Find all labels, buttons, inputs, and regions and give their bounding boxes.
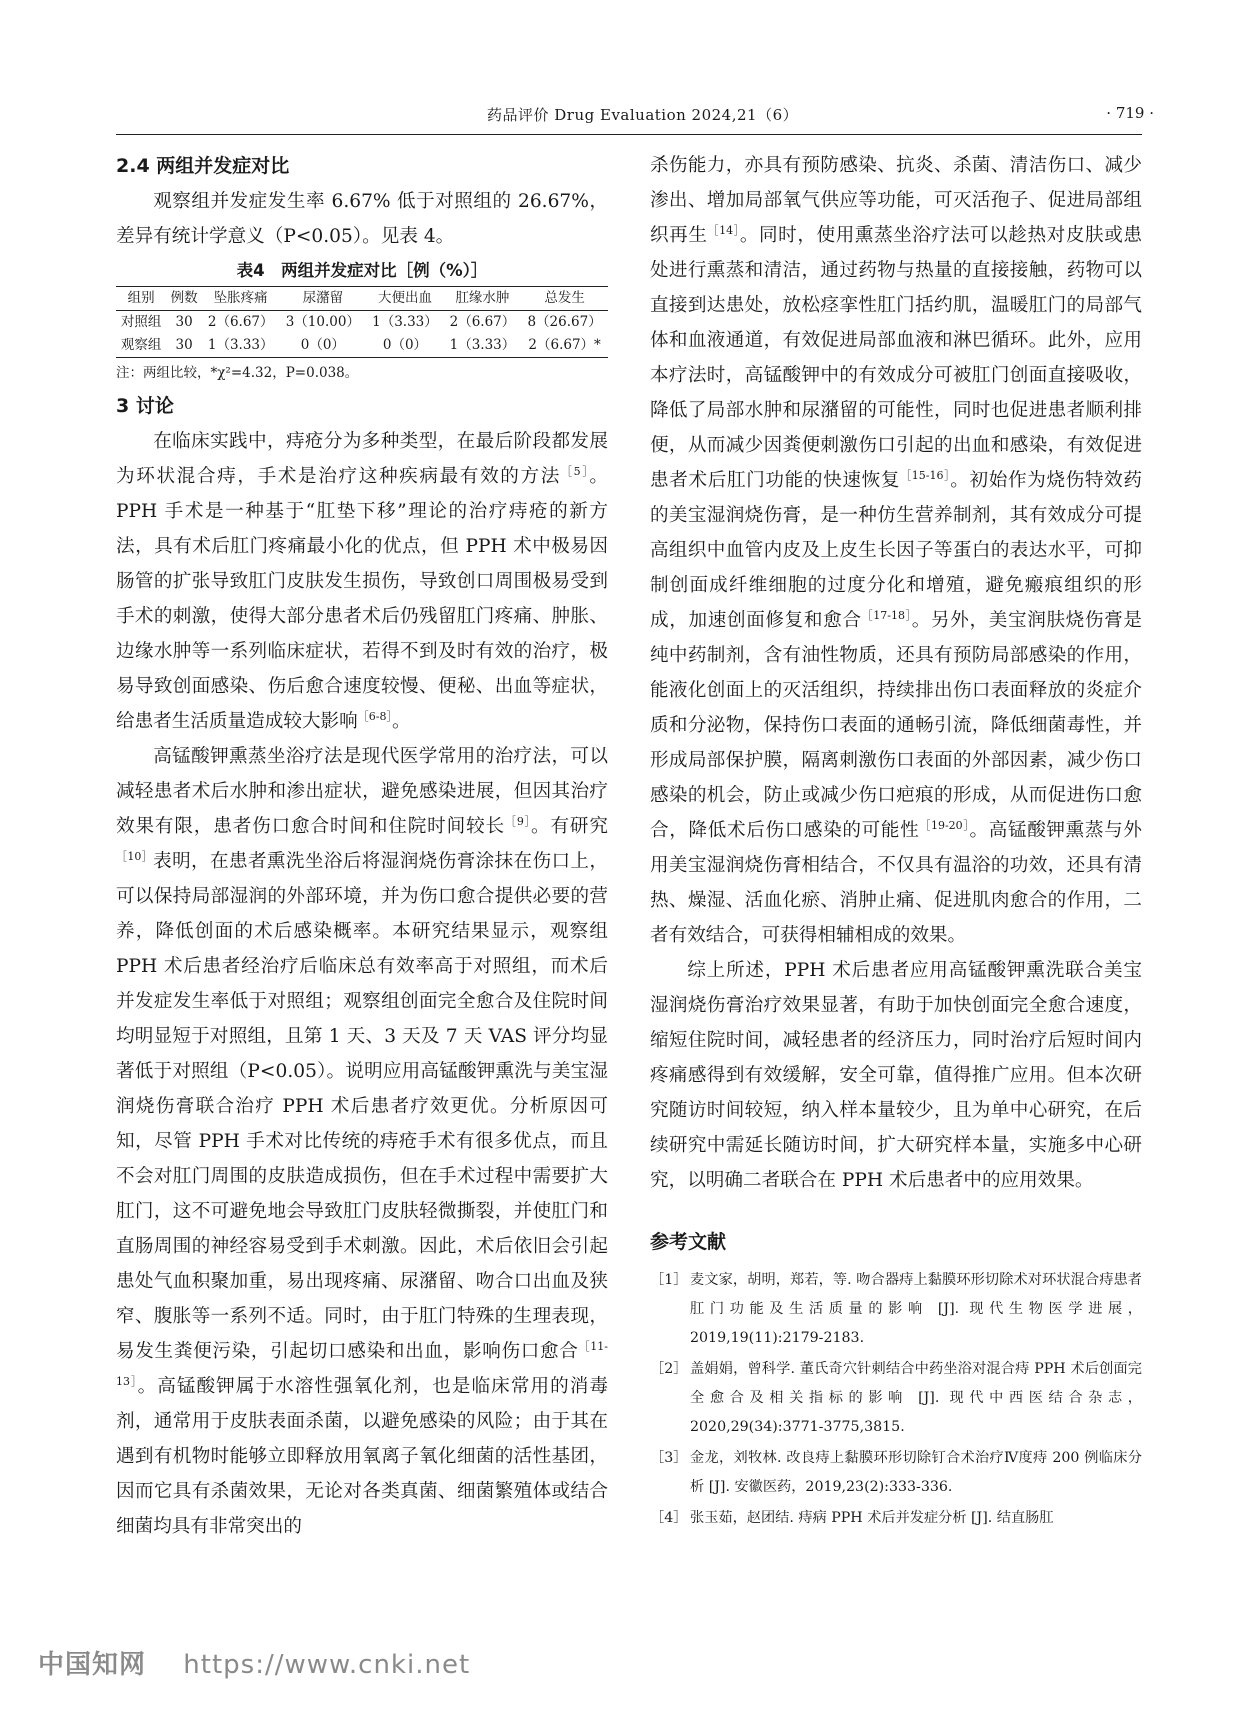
table-header-cell: 肛缘水肿	[455, 290, 510, 306]
right-column	[650, 148, 1142, 1535]
header-rule	[116, 134, 1142, 135]
table-cell: 0（0）	[382, 337, 428, 353]
table-cell: 2（6.67）*	[528, 337, 601, 353]
reference-item	[650, 1504, 1142, 1533]
section-2-4-heading: 2.4 两组并发症对比	[116, 155, 290, 177]
table-row	[116, 334, 608, 358]
reference-text: 盖娟娟，曾科学. 董氏奇穴针刺结合中药坐浴对混合痔 PPH 术后创面完全愈合及相关指标的影响 [J]. 现代中西医结合杂志，2020,29(34):3771-3775,3815.	[690, 1361, 1142, 1435]
citation: ［9］	[504, 815, 532, 828]
cnki-watermark	[38, 1644, 470, 1681]
citation: ［10］	[116, 850, 154, 863]
table-cell: 3（10.00）	[285, 314, 360, 330]
table-cell: 0（0）	[300, 337, 345, 353]
table-cell: 1（3.33）	[449, 337, 516, 353]
table-header-cell: 尿潴留	[302, 290, 344, 306]
table-row	[116, 311, 608, 335]
citation: ［17-18］	[861, 609, 912, 622]
discussion-paragraph-2: 高锰酸钾熏蒸坐浴疗法是现代医学常用的治疗法，可以减轻患者术后水肿和渗出症状，避免感染进展，但因其治疗效果有限，患者伤口愈合时间和住院时间较长$^{[9]}$。有研究$^{[10]}$表明，在患者熏洗坐浴后将湿润烧伤膏涂抹在伤口上，可以保持局部湿润的外部环境，并为伤口愈合提供必要的营养，降低创面的术后感染概率。本研究结果显示，观察组 PPH 术后患者经治疗后临床总有效率高于对照组，而术后并发症发生率低于对照组；观察组创面完全愈合及住院时间均明显短于对照组，且第 1 天、3 天及 7 天 VAS 评分均显著低于对照组（P<0.05）。说明应用高锰酸钾熏洗与美宝湿润烧伤膏联合治疗 PPH 术后患者疗效更优。分析原因可知，尽管 PPH 手术对比传统的痔疮手术有很多优点，而且不会对肛门周围的皮肤造成损伤，但在手术过程中需要扩大肛门，这不可避免地会导致肛门皮肤轻微撕裂，并使肛门和直肠周围的神经容易受到手术刺激。因此，术后依旧会引起患处气血积聚加重，易出现疼痛、尿潴留、吻合口出血及狭窄、腹胀等一系列不适。同时，由于肛门特殊的生理表现，易发生粪便污染，引起切口感染和出血，影响伤口愈合$^{[11-13]}$。高锰酸钾属于水溶性强氧化剂，也是临床常用的消毒剂，通常用于皮肤表面杀菌，以避免感染的风险；由于其在遇到有机物时能够立即释放用氧离子氧化细菌的活性基团，因而它具有杀菌效果，无论对各类真菌、细菌繁殖体或结合细菌均具有非常突出的	[116, 746, 608, 1537]
table-cell: 30	[175, 314, 193, 330]
section-2-4-paragraph: 观察组并发症发生率 6.67% 低于对照组的 26.67%，差异有统计学意义（P<0.05）。见表 4。	[116, 191, 608, 247]
citation: ［11-13］	[116, 1340, 608, 1388]
discussion-paragraph-2-continued: 杀伤能力，亦具有预防感染、抗炎、杀菌、清洁伤口、减少渗出、增加局部氧气供应等功能，可灭活孢子、促进局部组织再生$^{[14]}$。同时，使用熏蒸坐浴疗法可以趁热对皮肤或患处进行熏蒸和清洁，通过药物与热量的直接接触，药物可以直接到达患处，放松痉挛性肛门括约肌，温暖肛门的局部气体和血液通道，有效促进局部血液和淋巴循环。此外，应用本疗法时，高锰酸钾中的有效成分可被肛门创面直接吸收，降低了局部水肿和尿潴留的可能性，同时也促进患者顺利排便，从而减少因粪便刺激伤口引起的出血和感染，有效促进患者术后肛门功能的快速恢复$^{[15-16]}$。初始作为烧伤特效药的美宝湿润烧伤膏，是一种仿生营养制剂，其有效成分可提高组织中血管内皮及上皮生长因子等蛋白的表达水平，可抑制创面成纤维细胞的过度分化和增殖，避免瘢痕组织的形成，加速创面修复和愈合$^{[17-18]}$。另外，美宝润肤烧伤膏是纯中药制剂，含有油性物质，还具有预防局部感染的作用，能液化创面上的灭活组织，持续排出伤口表面释放的炎症介质和分泌物，保持伤口表面的通畅引流，降低细菌毒性，并形成局部保护膜，隔离刺激伤口表面的外部因素，减少伤口感染的机会，防止或减少伤口疤痕的形成，从而促进伤口愈合，降低术后伤口感染的可能性$^{[19-20]}$。高锰酸钾熏蒸与外用美宝湿润烧伤膏相结合，不仅具有温浴的功效，还具有清热、燥湿、活血化瘀、消肿止痛、促进肌肉愈合的作用，二者有效结合，可获得相辅相成的效果。	[650, 155, 1142, 946]
page-header	[0, 104, 1258, 132]
reference-number: ［2］	[650, 1361, 688, 1377]
table-4	[116, 286, 608, 358]
reference-number: ［1］	[650, 1272, 688, 1288]
references-heading: 参考文献	[650, 1231, 727, 1253]
citation: ［5］	[560, 465, 590, 478]
table-header-cell: 总发生	[544, 290, 585, 306]
table-header-cell: 大便出血	[377, 290, 432, 306]
citation: ［19-20］	[919, 819, 970, 832]
citation: ［6-8］	[357, 710, 392, 723]
reference-text: 张玉茹，赵团结. 痔病 PPH 术后并发症分析 [J]. 结直肠肛	[690, 1510, 1054, 1526]
journal-title: 药品评价 Drug Evaluation 2024,21（6）	[487, 106, 799, 124]
reference-item	[650, 1266, 1142, 1353]
reference-number: ［3］	[650, 1450, 688, 1466]
reference-text: 麦文家，胡明，郑若，等. 吻合器痔上黏膜环形切除术对环状混合痔患者肛门功能及生活质量的影响 [J]. 现代生物医学进展，2019,19(11):2179-2183.	[690, 1272, 1142, 1346]
table-cell: 2（6.67）	[207, 314, 274, 330]
citation: ［15-16］	[900, 469, 951, 482]
page-number: · 719 ·	[1106, 104, 1154, 122]
table-cell: 1（3.33）	[207, 337, 274, 353]
citation: ［14］	[707, 224, 740, 237]
table-cell: 对照组	[120, 314, 162, 330]
table-cell: 2（6.67）	[449, 314, 516, 330]
discussion-paragraph-1: 在临床实践中，痔疮分为多种类型，在最后阶段都发展为环状混合痔，手术是治疗这种疾病最有效的方法$^{[5]}$。PPH 手术是一种基于“肛垫下移”理论的治疗痔疮的新方法，具有术后肛门疼痛最小化的优点，但 PPH 术中极易因肠管的扩张导致肛门皮肤发生损伤，导致创口周围极易受到手术的刺激，使得大部分患者术后仍残留肛门疼痛、肿胀、边缘水肿等一系列临床症状，若得不到及时有效的治疗，极易导致创面感染、伤后愈合速度较慢、便秘、出血等症状，给患者生活质量造成较大影响$^{[6-8]}$。	[116, 431, 608, 732]
table-cell: 8（26.67）	[527, 314, 602, 330]
conclusion-paragraph: 综上所述，PPH 术后患者应用高锰酸钾熏洗联合美宝湿润烧伤膏治疗效果显著，有助于加快创面完全愈合速度，缩短住院时间，减轻患者的经济压力，同时治疗后短时间内疼痛感得到有效缓解，安全可靠，值得推广应用。但本次研究随访时间较短，纳入样本量较少，且为单中心研究，在后续研究中需延长随访时间，扩大研究样本量，实施多中心研究，以明确二者联合在 PPH 术后患者中的应用效果。	[650, 960, 1142, 1191]
table-header-row	[116, 287, 608, 311]
table-cell: 观察组	[120, 337, 162, 353]
cnki-logo: 中国知网	[38, 1650, 147, 1680]
table-header-cell: 坠胀疼痛	[213, 290, 268, 306]
cnki-url: https://www.cnki.net	[183, 1650, 471, 1680]
table-cell: 30	[175, 337, 193, 353]
reference-item	[650, 1444, 1142, 1502]
reference-number: ［4］	[650, 1510, 688, 1526]
table-4-title: 表4 两组并发症对比［例（%）］	[236, 261, 488, 280]
table-header-cell: 组别	[127, 290, 155, 306]
table-header-cell: 例数	[170, 290, 198, 306]
section-3-heading: 3 讨论	[116, 395, 174, 417]
table-4-note: 注：两组比较，*χ²=4.32，P=0.038。	[116, 365, 359, 381]
left-column	[116, 148, 608, 1544]
table-cell: 1（3.33）	[372, 314, 438, 330]
reference-item	[650, 1355, 1142, 1442]
reference-text: 金龙，刘牧林. 改良痔上黏膜环形切除钉合术治疗Ⅳ度痔 200 例临床分析 [J]. 安徽医药，2019,23(2):333-336.	[690, 1450, 1142, 1495]
